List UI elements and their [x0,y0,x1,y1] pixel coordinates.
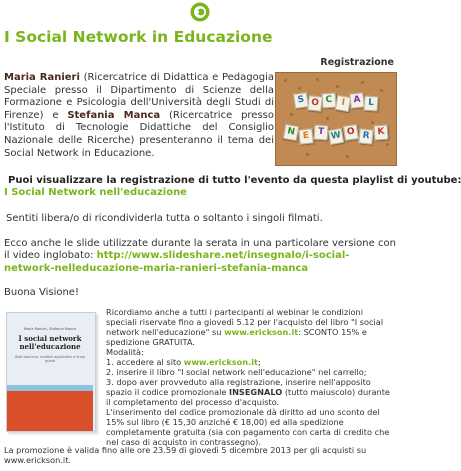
letter-tile: S [293,92,309,109]
step-3-tail: (tutto maiuscolo) durante il completamento del processo d'acquisto. [106,387,390,407]
share-text: Sentiti libera/o di ricondividerla tutta o soltanto i singoli filmati. [6,213,323,224]
speaker-manca-desc: (Ricercatrice presso l'Istituto di Tecnologie Didattiche del Consiglio Nazionale delle Ricerche) presenteranno il tema dei Social Network in Educazione. [4,109,274,159]
registration-label: Registrazione [320,57,394,68]
step-1-tail: ; [257,357,261,367]
intro-paragraph [4,72,274,160]
cork-speckle [380,89,383,92]
letter-tile: L [363,96,378,112]
letter-tile: W [328,128,344,145]
erickson-link-step1[interactable]: www.erickson.it [183,357,258,367]
speaker-manca: Stefania Manca [67,109,161,121]
promo-validity-line1: La promozione è valida fino alle ore 23.59 di giovedì 5 dicembre 2013 per gli acquisti su [4,445,367,455]
letter-tile: E [298,128,313,144]
cork-speckle [306,153,309,156]
promo-step-1 [106,357,396,367]
letter-tile: A [349,92,364,108]
cover-band [7,391,93,431]
letter-tile: R [358,128,373,144]
letter-tile: T [313,125,328,141]
cork-speckle [336,85,339,88]
promo-intro [106,307,396,347]
slides-paragraph [4,238,396,275]
cork-speckle [298,87,301,90]
book-subtitle: Basi teoriche, modelli applicativi e linee guida [15,355,85,363]
slides-text: Ecco anche le slide utilizzate durante la serata in una particolare versione con il video inglobato: [4,238,396,262]
speaker-ranieri-desc: (Ricercatrice di Didattica e Pedagogia Speciale presso il Dipartimento di Scienze della Formazione e Psicologia dell'Università degli Studi di Firenze) e [4,72,274,121]
slideshare-link[interactable]: http://www.slideshare.net/insegnalo/i-social-network-nelleducazione-maria-ranieri-stefania-manca [4,250,350,274]
promo-intro-tail: : SCONTO 15% e spedizione GRATUITA. [106,327,367,347]
erickson-logo-icon[interactable] [190,2,210,22]
letter-tile: K [373,125,388,141]
cork-speckle [290,113,293,116]
cork-speckle [346,155,349,158]
step-3-text: 3. dopo aver provveduto alla registrazione, inserire nell'apposito spazio il codice promozionale [106,377,371,397]
promo-block [106,307,396,447]
promo-validity-line2: www.erickson.it. [4,455,72,465]
promo-discount-info: L'inserimento del codice promozionale dà diritto ad uno sconto del 15% sul libro (€ 15,30 anziché € 18,00) ed alla spedizione completamente gratuita (sia con pagamento con carta di credito che nel caso di acquisto in contrassegno). [106,407,390,447]
book-cover-image[interactable] [6,312,96,432]
closing-text: Buona Visione! [4,287,79,298]
social-network-cork-image [275,72,397,166]
page-title: I Social Network in Educazione [4,28,273,46]
letter-tile: N [283,124,299,141]
book-authors: Maria Ranieri, Stefania Manca [23,327,77,331]
letter-tile: O [343,124,359,141]
erickson-link[interactable]: www.erickson.it [224,327,299,337]
playlist-link[interactable]: I Social Network nell'educazione [4,187,187,198]
cork-speckle [316,78,319,81]
cork-speckle [361,81,364,84]
promo-validity [4,445,396,465]
letter-tile: I [335,95,351,112]
cork-speckle [386,143,389,146]
promo-step-2: 2. inserire il libro "I social network nell'educazione" nel carrello; [106,367,367,377]
playlist-text: Puoi visualizzare la registrazione di tutto l'evento da questa playlist di youtube: [8,175,461,186]
letter-tile: C [321,93,336,109]
cork-speckle [371,121,374,124]
promo-step-3 [106,377,396,407]
promo-intro-text: Ricordiamo anche a tutti i partecipanti al webinar le condizioni speciali riservate fino a giovedì 5.12 per l'acquisto del libro "I social network nell'educazione" su [106,307,384,337]
speaker-ranieri: Maria Ranieri [4,72,80,83]
step-1-text: 1. accedere al sito [106,357,184,367]
promo-modalita: Modalità: [106,347,144,357]
cork-speckle [326,117,329,120]
letter-tile: O [307,95,322,111]
cork-speckle [284,79,287,82]
book-title: I social network nell'educazione [18,334,82,351]
promo-code: INSEGNALO [229,387,283,397]
